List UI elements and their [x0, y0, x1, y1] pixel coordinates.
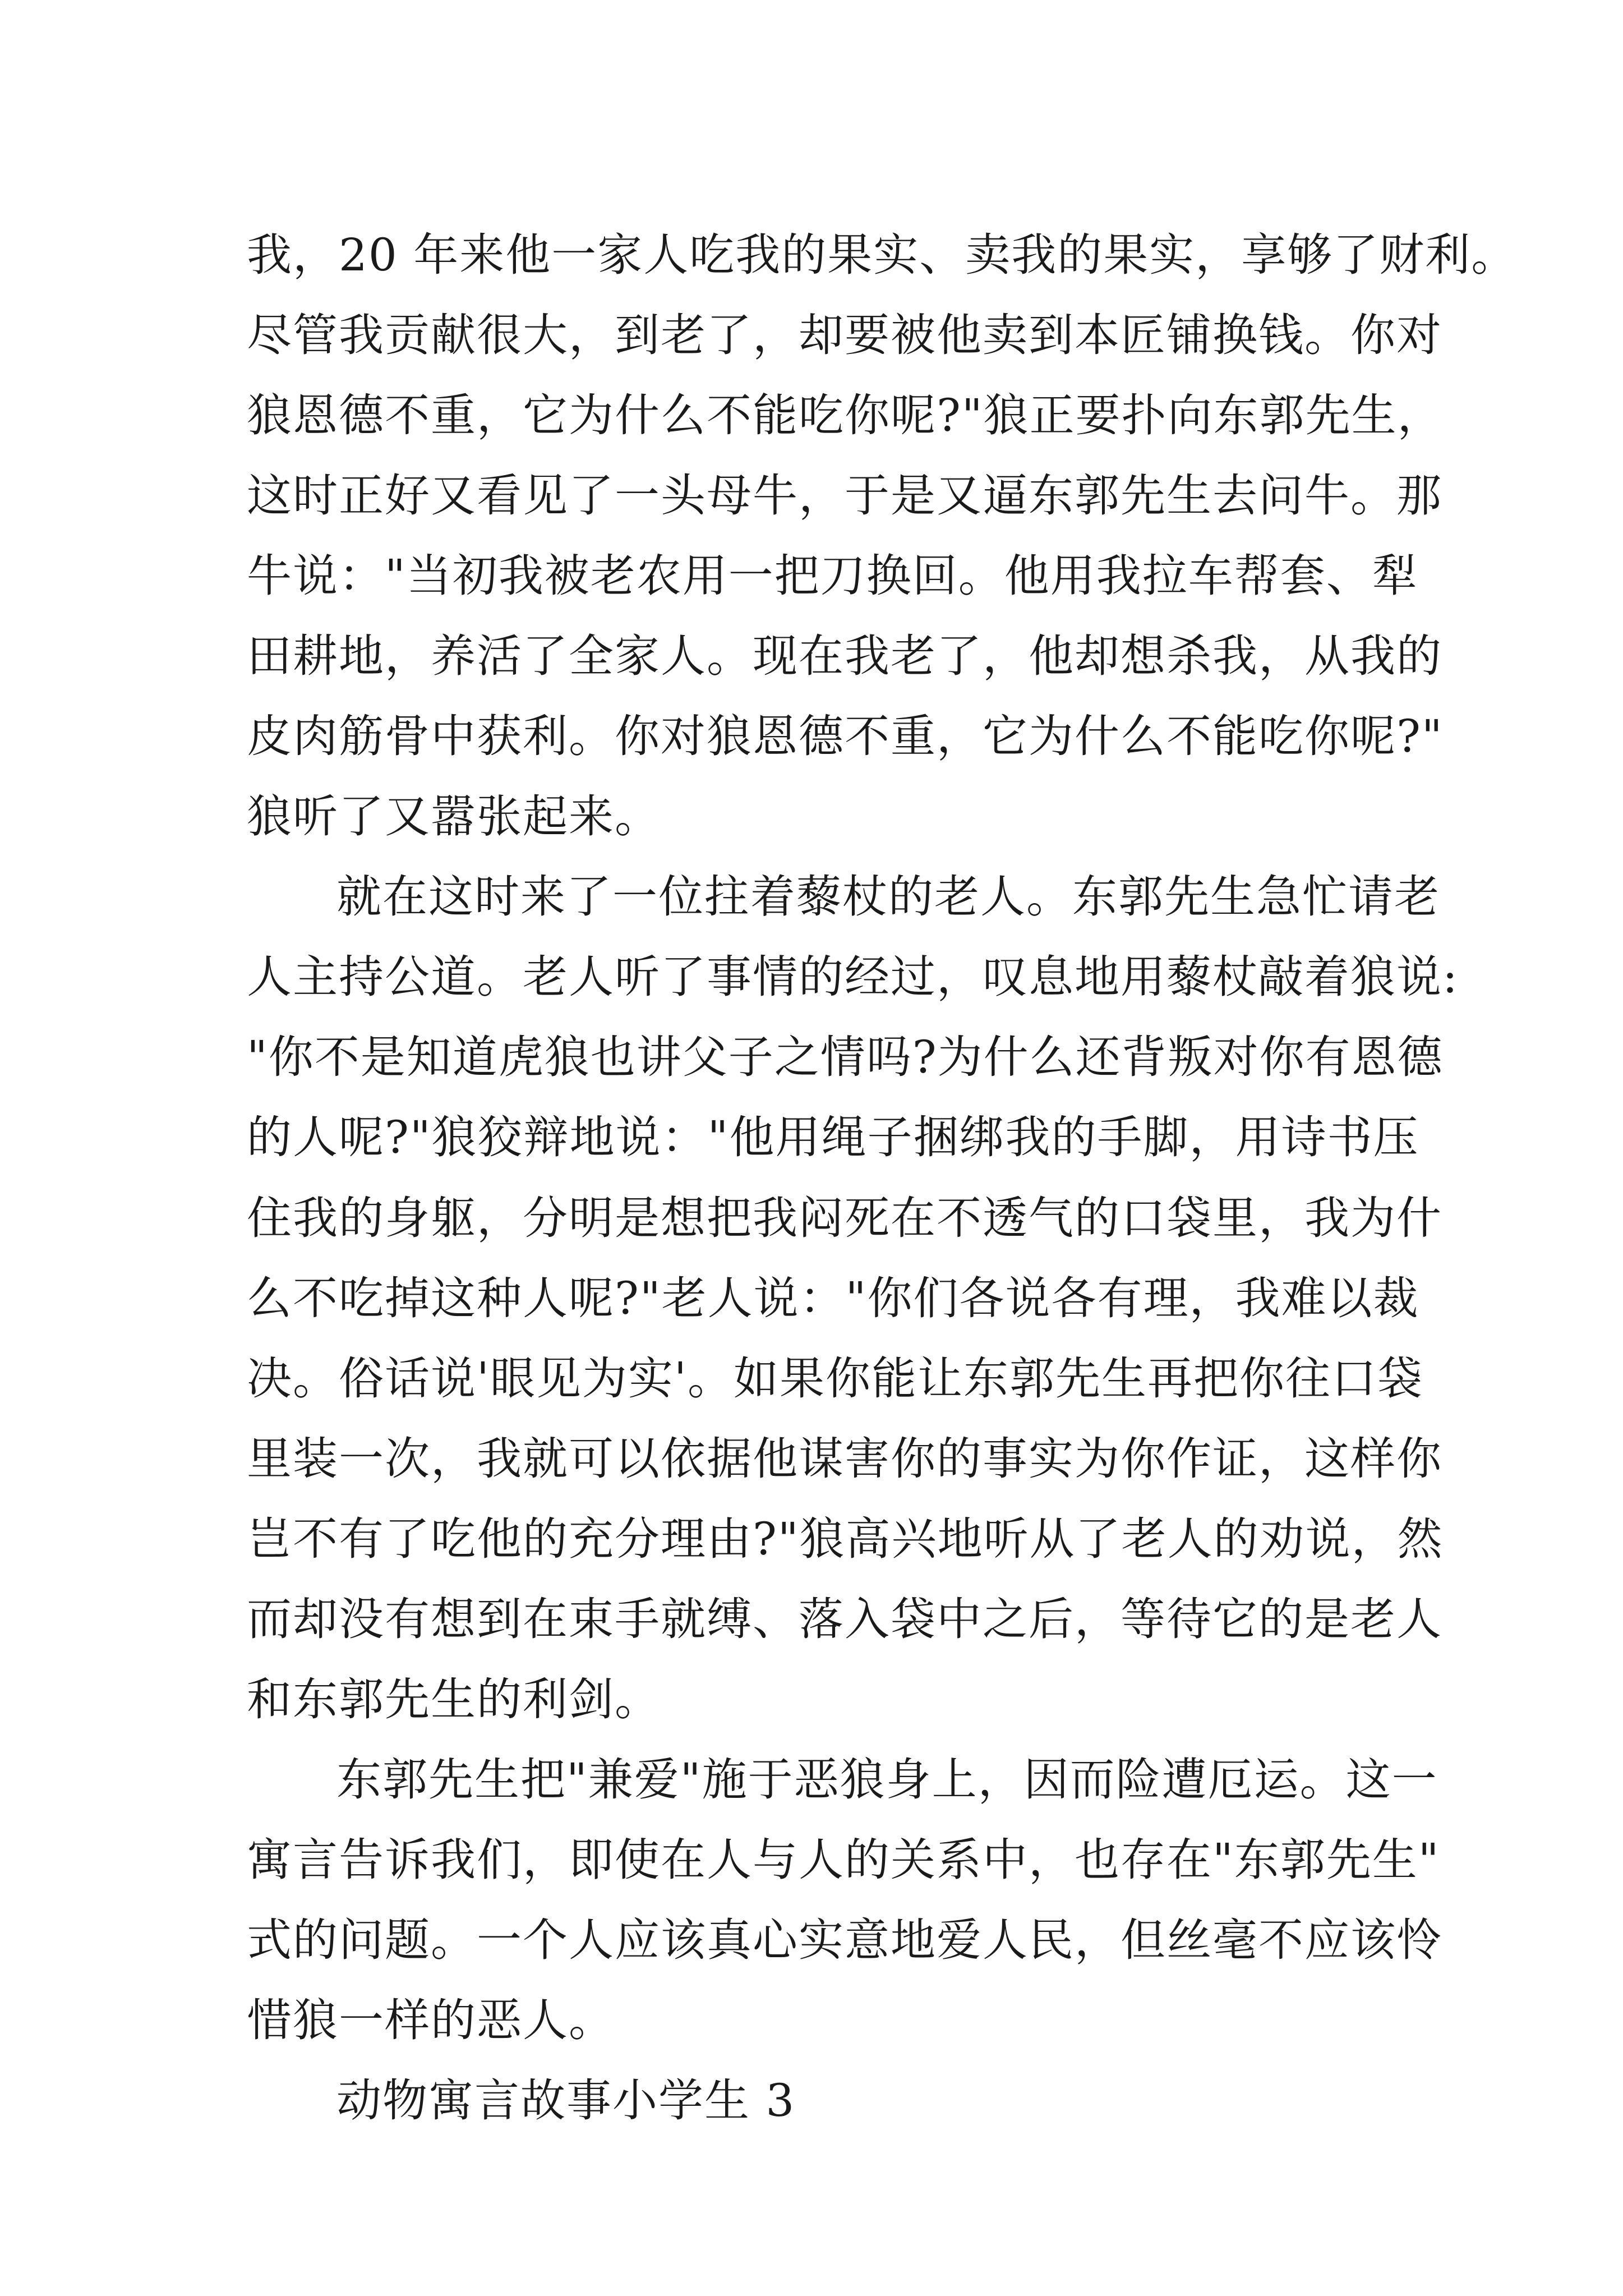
text-line: 田耕地，养活了全家人。现在我老了，他却想杀我，从我的	[247, 630, 1442, 682]
text-line: 尽管我贡献很大，到老了，却要被他卖到本匠铺换钱。你对	[247, 309, 1442, 361]
text-line: 岂不有了吃他的充分理由?"狼高兴地听从了老人的劝说，然	[247, 1513, 1444, 1565]
section-heading: 动物寓言故事小学生 3	[336, 2074, 796, 2127]
paragraph-first-line: 就在这时来了一位拄着藜杖的老人。东郭先生急忙请老	[336, 871, 1440, 923]
text-line: 而却没有想到在束手就缚、落入袋中之后，等待它的是老人	[247, 1593, 1442, 1645]
text-line: 么不吃掉这种人呢?"老人说："你们各说各有理，我难以裁	[247, 1272, 1419, 1324]
text-line: "你不是知道虎狼也讲父子之情吗?为什么还背叛对你有恩德	[247, 1031, 1444, 1083]
text-line: 皮肉筋骨中获利。你对狼恩德不重，它为什么不能吃你呢?"	[247, 710, 1444, 762]
text-line: 狼听了又嚣张起来。	[247, 790, 661, 843]
text-line: 的人呢?"狼狡辩地说："他用绳子捆绑我的手脚，用诗书压	[247, 1111, 1419, 1163]
text-line: 狼恩德不重，它为什么不能吃你呢?"狼正要扑向东郭先生，	[247, 389, 1444, 441]
text-line: 人主持公道。老人听了事情的经过，叹息地用藜杖敲着狼说:	[247, 951, 1459, 1003]
text-line: 式的问题。一个人应该真心实意地爱人民，但丝毫不应该怜	[247, 1914, 1442, 1966]
text-line: 惜狼一样的恶人。	[247, 1994, 615, 2046]
text-line: 里装一次，我就可以依据他谋害你的事实为你作证，这样你	[247, 1433, 1442, 1485]
paragraph-first-line: 东郭先生把"兼爱"施于恶狼身上，因而险遭厄运。这一	[336, 1754, 1438, 1806]
text-line: 牛说："当初我被老农用一把刀换回。他用我拉车帮套、犁	[247, 550, 1418, 602]
text-line: 我，20 年来他一家人吃我的果实、卖我的果实，享够了财利。	[247, 229, 1518, 281]
text-line: 寓言告诉我们，即使在人与人的关系中，也存在"东郭先生"	[247, 1834, 1440, 1886]
text-line: 决。俗话说'眼见为实'。如果你能让东郭先生再把你往口袋	[247, 1352, 1423, 1405]
text-line: 和东郭先生的利剑。	[247, 1673, 661, 1726]
text-line: 住我的身躯，分明是想把我闷死在不透气的口袋里，我为什	[247, 1192, 1442, 1244]
text-line: 这时正好又看见了一头母牛，于是又逼东郭先生去问牛。那	[247, 470, 1442, 522]
